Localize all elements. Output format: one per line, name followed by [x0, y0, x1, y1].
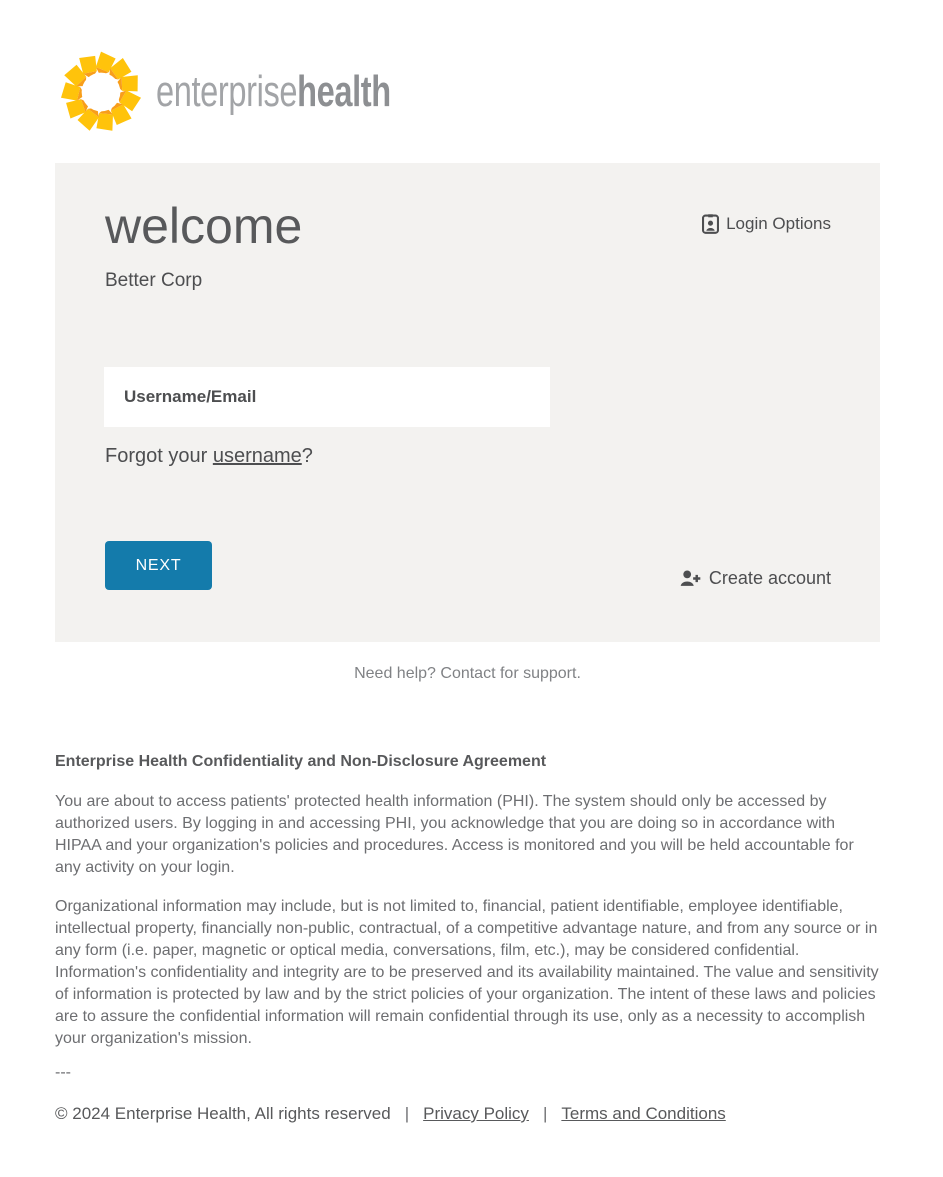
- logo-wordmark: [156, 67, 391, 117]
- forgot-suffix: ?: [301, 445, 313, 467]
- terms-and-conditions-link[interactable]: Terms and Conditions: [561, 1104, 726, 1123]
- agreement-paragraph-2: Organizational information may include, but is not limited to, financial, patient identifiable, employee identifiable, intellectual property, financially non-public, contractual, of a competitive advantage nature, and from any source or in any form (i.e. paper, magnetic or optical media, conversations, film, etc.), may be considered confidential. Information's confidentiality and integrity are to be preserved and its availability maintained. The value and sensitivity of information is protected by law and by the strict policies of your organization. The intent of these laws and policies are to assure the confidential information will remain confidential through its use, only as a necessity to accomplish your organization's mission.: [55, 898, 879, 1047]
- agreement-separator: ---: [55, 1064, 71, 1081]
- user-plus-icon: [680, 570, 701, 587]
- agreement-paragraph-1: You are about to access patients' protected health information (PHI). The system should only be accessed by authorized users. By logging in and accessing PHI, you acknowledge that you are doing so in accordance with HIPAA and your organization's policies and procedures. Access is monitored and you will be held accountable for any activity on your login.: [55, 793, 854, 876]
- footer: [55, 1104, 883, 1124]
- logo-text-health: health: [297, 67, 391, 116]
- username-input[interactable]: [104, 367, 550, 427]
- welcome-heading: welcome: [105, 198, 303, 254]
- sunburst-logo-icon: [58, 49, 144, 135]
- id-badge-icon: [702, 214, 719, 234]
- footer-divider: |: [404, 1104, 410, 1123]
- enterprise-health-logo: [58, 49, 473, 135]
- organization-name: Better Corp: [105, 270, 203, 291]
- forgot-prefix: Forgot your: [105, 445, 213, 467]
- privacy-policy-link[interactable]: Privacy Policy: [423, 1104, 529, 1123]
- login-options-button[interactable]: [702, 214, 831, 234]
- next-button[interactable]: NEXT: [105, 541, 212, 590]
- login-options-label: Login Options: [726, 214, 831, 233]
- agreement-heading: Enterprise Health Confidentiality and Non-Disclosure Agreement: [55, 753, 547, 770]
- need-help-text: Need help? Contact for support.: [354, 665, 581, 682]
- forgot-username-line: [105, 445, 313, 468]
- login-panel: [55, 163, 880, 642]
- footer-divider: |: [542, 1104, 548, 1123]
- copyright-text: © 2024 Enterprise Health, All rights reserved: [55, 1104, 391, 1123]
- create-account-button[interactable]: [680, 568, 831, 589]
- logo-text-enterprise: enterprise: [156, 67, 298, 116]
- forgot-username-link[interactable]: username: [212, 445, 302, 467]
- create-account-label: Create account: [708, 568, 831, 588]
